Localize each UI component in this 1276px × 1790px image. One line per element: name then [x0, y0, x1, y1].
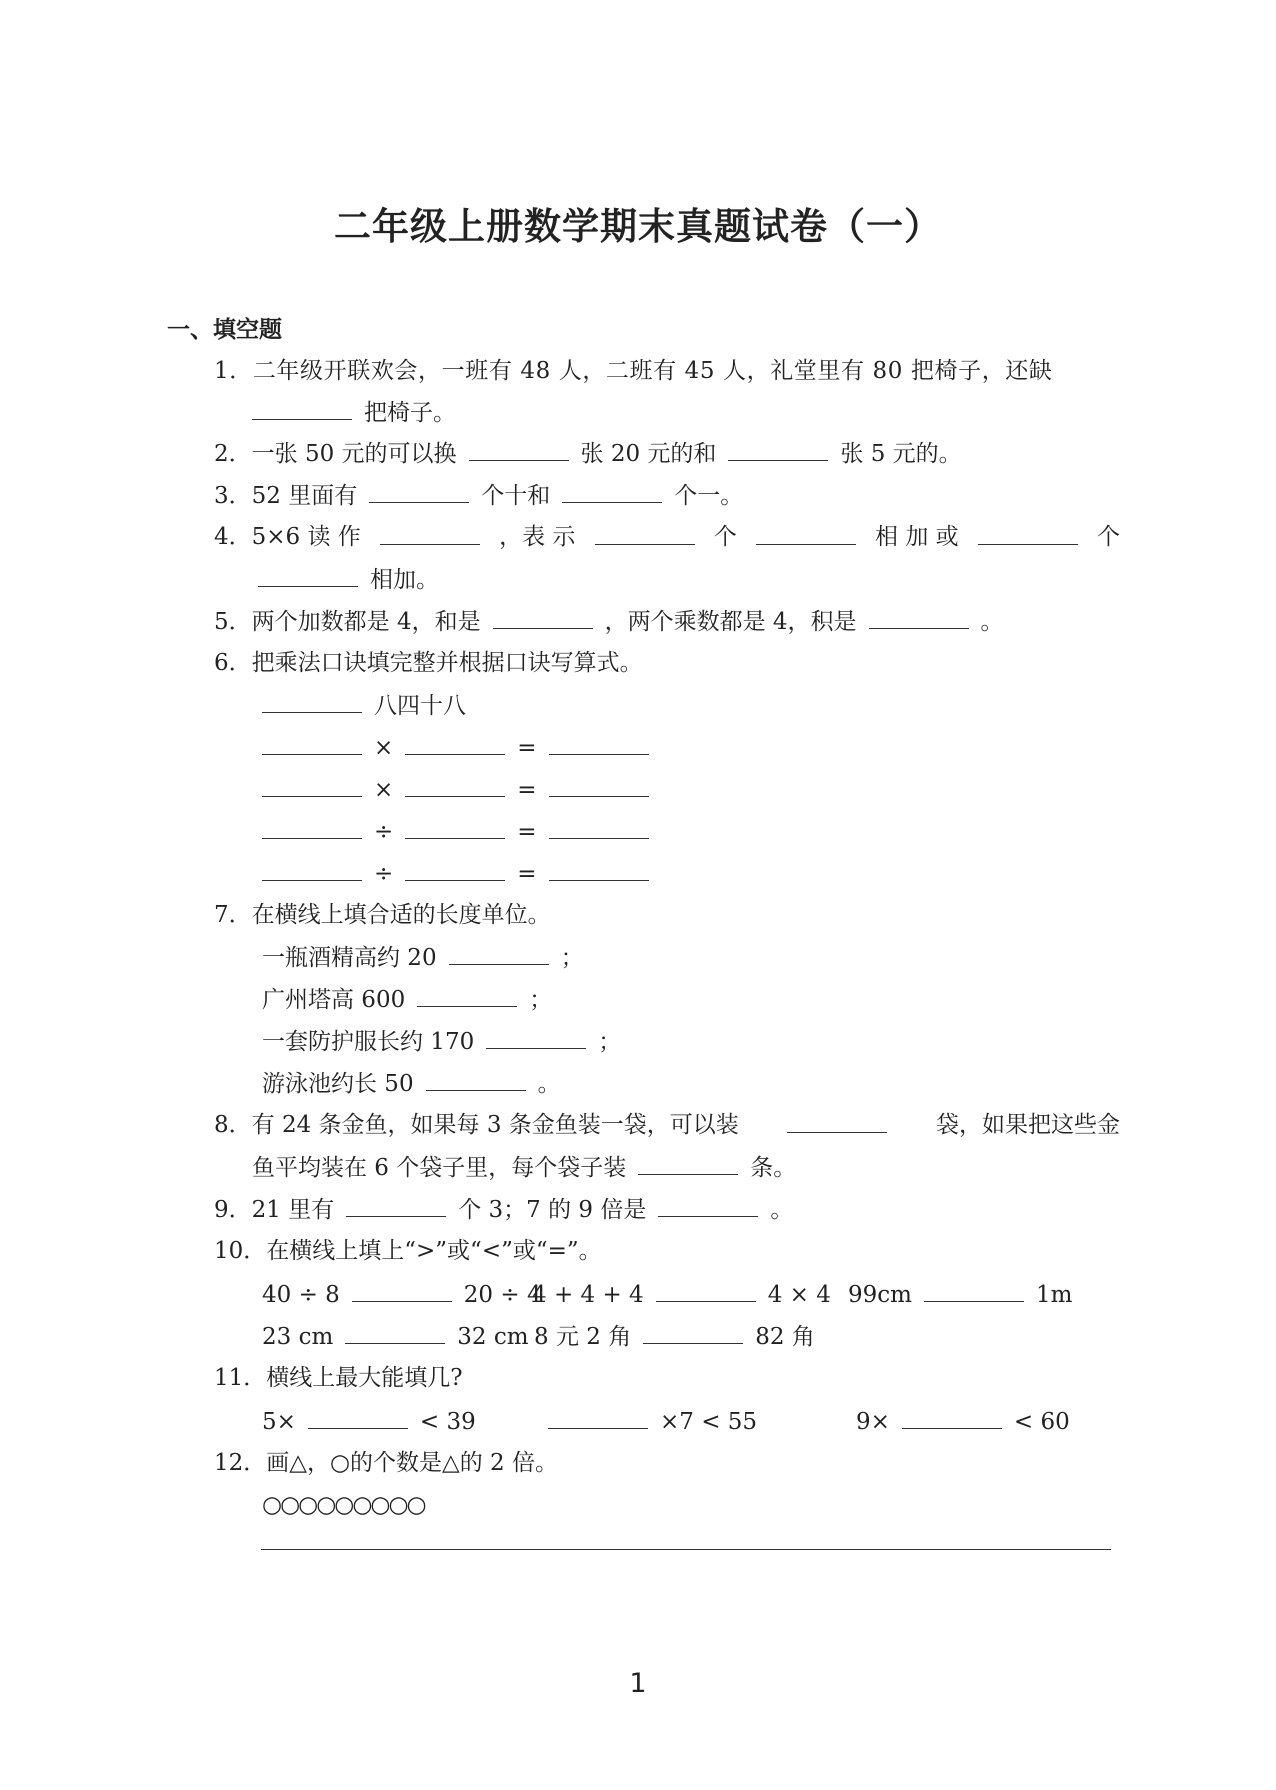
answer-blank[interactable]: [658, 1194, 758, 1217]
question-6: 6．把乘法口诀填完整并根据口诀写算式。: [214, 650, 643, 676]
length-item: 一套防护服长约 170 ；: [262, 1026, 621, 1057]
compare-row: 8 元 2 角 82 角: [534, 1321, 815, 1352]
answer-blank[interactable]: [405, 816, 505, 839]
answer-blank[interactable]: [869, 606, 969, 629]
answer-blank[interactable]: [262, 816, 362, 839]
question-1-line2: 把椅子。: [252, 397, 456, 428]
answer-blank[interactable]: [262, 774, 362, 797]
answer-blank[interactable]: [405, 732, 505, 755]
length-item: 游泳池约长 50 。: [262, 1068, 561, 1099]
question-12: 12．画△，○的个数是△的 2 倍。: [214, 1450, 558, 1476]
answer-blank[interactable]: [549, 858, 649, 881]
question-2: 2．一张 50 元的可以换 张 20 元的和 张 5 元的。: [214, 438, 962, 469]
answer-blank[interactable]: [352, 1279, 452, 1302]
compare-row: 4 + 4 + 4 4 × 4: [532, 1279, 831, 1310]
answer-blank[interactable]: [262, 690, 362, 713]
answer-blank[interactable]: [346, 1194, 446, 1217]
question-4-line1: 4．5×6 读 作 ，表 示 个 相 加 或 个: [214, 524, 1120, 550]
inequality-3: 9× < 60: [856, 1406, 1070, 1437]
rhyme-line: 八四十八: [262, 690, 466, 721]
answer-blank[interactable]: [262, 732, 362, 755]
answer-blank[interactable]: [369, 480, 469, 503]
answer-blank[interactable]: [549, 816, 649, 839]
answer-blank[interactable]: [595, 522, 695, 545]
question-3: 3．52 里面有 个十和 个一。: [214, 480, 743, 511]
answer-blank[interactable]: [902, 1406, 1002, 1429]
answer-blank[interactable]: [549, 774, 649, 797]
answer-blank[interactable]: [493, 606, 593, 629]
answer-blank[interactable]: [924, 1279, 1024, 1302]
length-item: 广州塔高 600 ；: [262, 984, 552, 1015]
answer-blank[interactable]: [449, 942, 549, 965]
question-8-line2: 鱼平均装在 6 个袋子里，每个袋子装 条。: [252, 1152, 796, 1183]
section-heading: 一、填空题: [167, 317, 282, 343]
answer-blank[interactable]: [405, 858, 505, 881]
page-title: 二年级上册数学期末真题试卷（一）: [334, 205, 942, 248]
compare-row: 99cm 1m: [848, 1279, 1072, 1310]
answer-blank[interactable]: [252, 397, 352, 420]
answer-blank[interactable]: [486, 1026, 586, 1049]
answer-blank[interactable]: [426, 1068, 526, 1091]
question-5: 5．两个加数都是 4，和是 ，两个乘数都是 4，积是 。: [214, 606, 1004, 637]
question-8-line1: 8．有 24 条金鱼，如果每 3 条金鱼装一袋，可以装 袋，如果把这些金: [214, 1112, 1120, 1138]
answer-blank[interactable]: [638, 1152, 738, 1175]
answer-blank[interactable]: [787, 1110, 887, 1133]
answer-blank[interactable]: [469, 438, 569, 461]
equation-row: ÷ =: [262, 816, 661, 847]
compare-row: 23 cm 32 cm: [262, 1321, 529, 1352]
question-4-line2: 相加。: [258, 564, 439, 595]
answer-blank[interactable]: [548, 1406, 648, 1429]
answer-blank[interactable]: [405, 774, 505, 797]
answer-blank[interactable]: [262, 858, 362, 881]
page-number: 1: [629, 1668, 647, 1699]
answer-blank[interactable]: [756, 522, 856, 545]
answer-blank[interactable]: [549, 732, 649, 755]
equation-row: ÷ =: [262, 858, 661, 889]
equation-row: × =: [262, 774, 661, 805]
drawing-answer-line[interactable]: [261, 1549, 1111, 1550]
answer-blank[interactable]: [308, 1406, 408, 1429]
answer-blank[interactable]: [643, 1321, 743, 1344]
circle-row: ○○○○○○○○○: [262, 1492, 425, 1518]
compare-row: 40 ÷ 8 20 ÷ 4: [262, 1279, 542, 1310]
answer-blank[interactable]: [345, 1321, 445, 1344]
inequality-1: 5× < 39: [262, 1406, 476, 1437]
question-1-line1: 1．二年级开联欢会，一班有 48 人，二班有 45 人，礼堂里有 80 把椅子，还缺: [214, 358, 1053, 384]
answer-blank[interactable]: [656, 1279, 756, 1302]
question-10: 10．在横线上填上“>”或“<”或“=”。: [214, 1238, 602, 1264]
answer-blank[interactable]: [562, 480, 662, 503]
inequality-2: ×7 < 55: [548, 1406, 757, 1437]
answer-blank[interactable]: [417, 984, 517, 1007]
answer-blank[interactable]: [258, 564, 358, 587]
answer-blank[interactable]: [380, 522, 480, 545]
question-9: 9．21 里有 个 3；7 的 9 倍是 。: [214, 1194, 793, 1225]
answer-blank[interactable]: [978, 522, 1078, 545]
answer-blank[interactable]: [728, 438, 828, 461]
length-item: 一瓶酒精高约 20 ；: [262, 942, 584, 973]
question-7: 7．在横线上填合适的长度单位。: [214, 902, 551, 928]
question-11: 11．横线上最大能填几?: [214, 1365, 463, 1391]
equation-row: × =: [262, 732, 661, 763]
